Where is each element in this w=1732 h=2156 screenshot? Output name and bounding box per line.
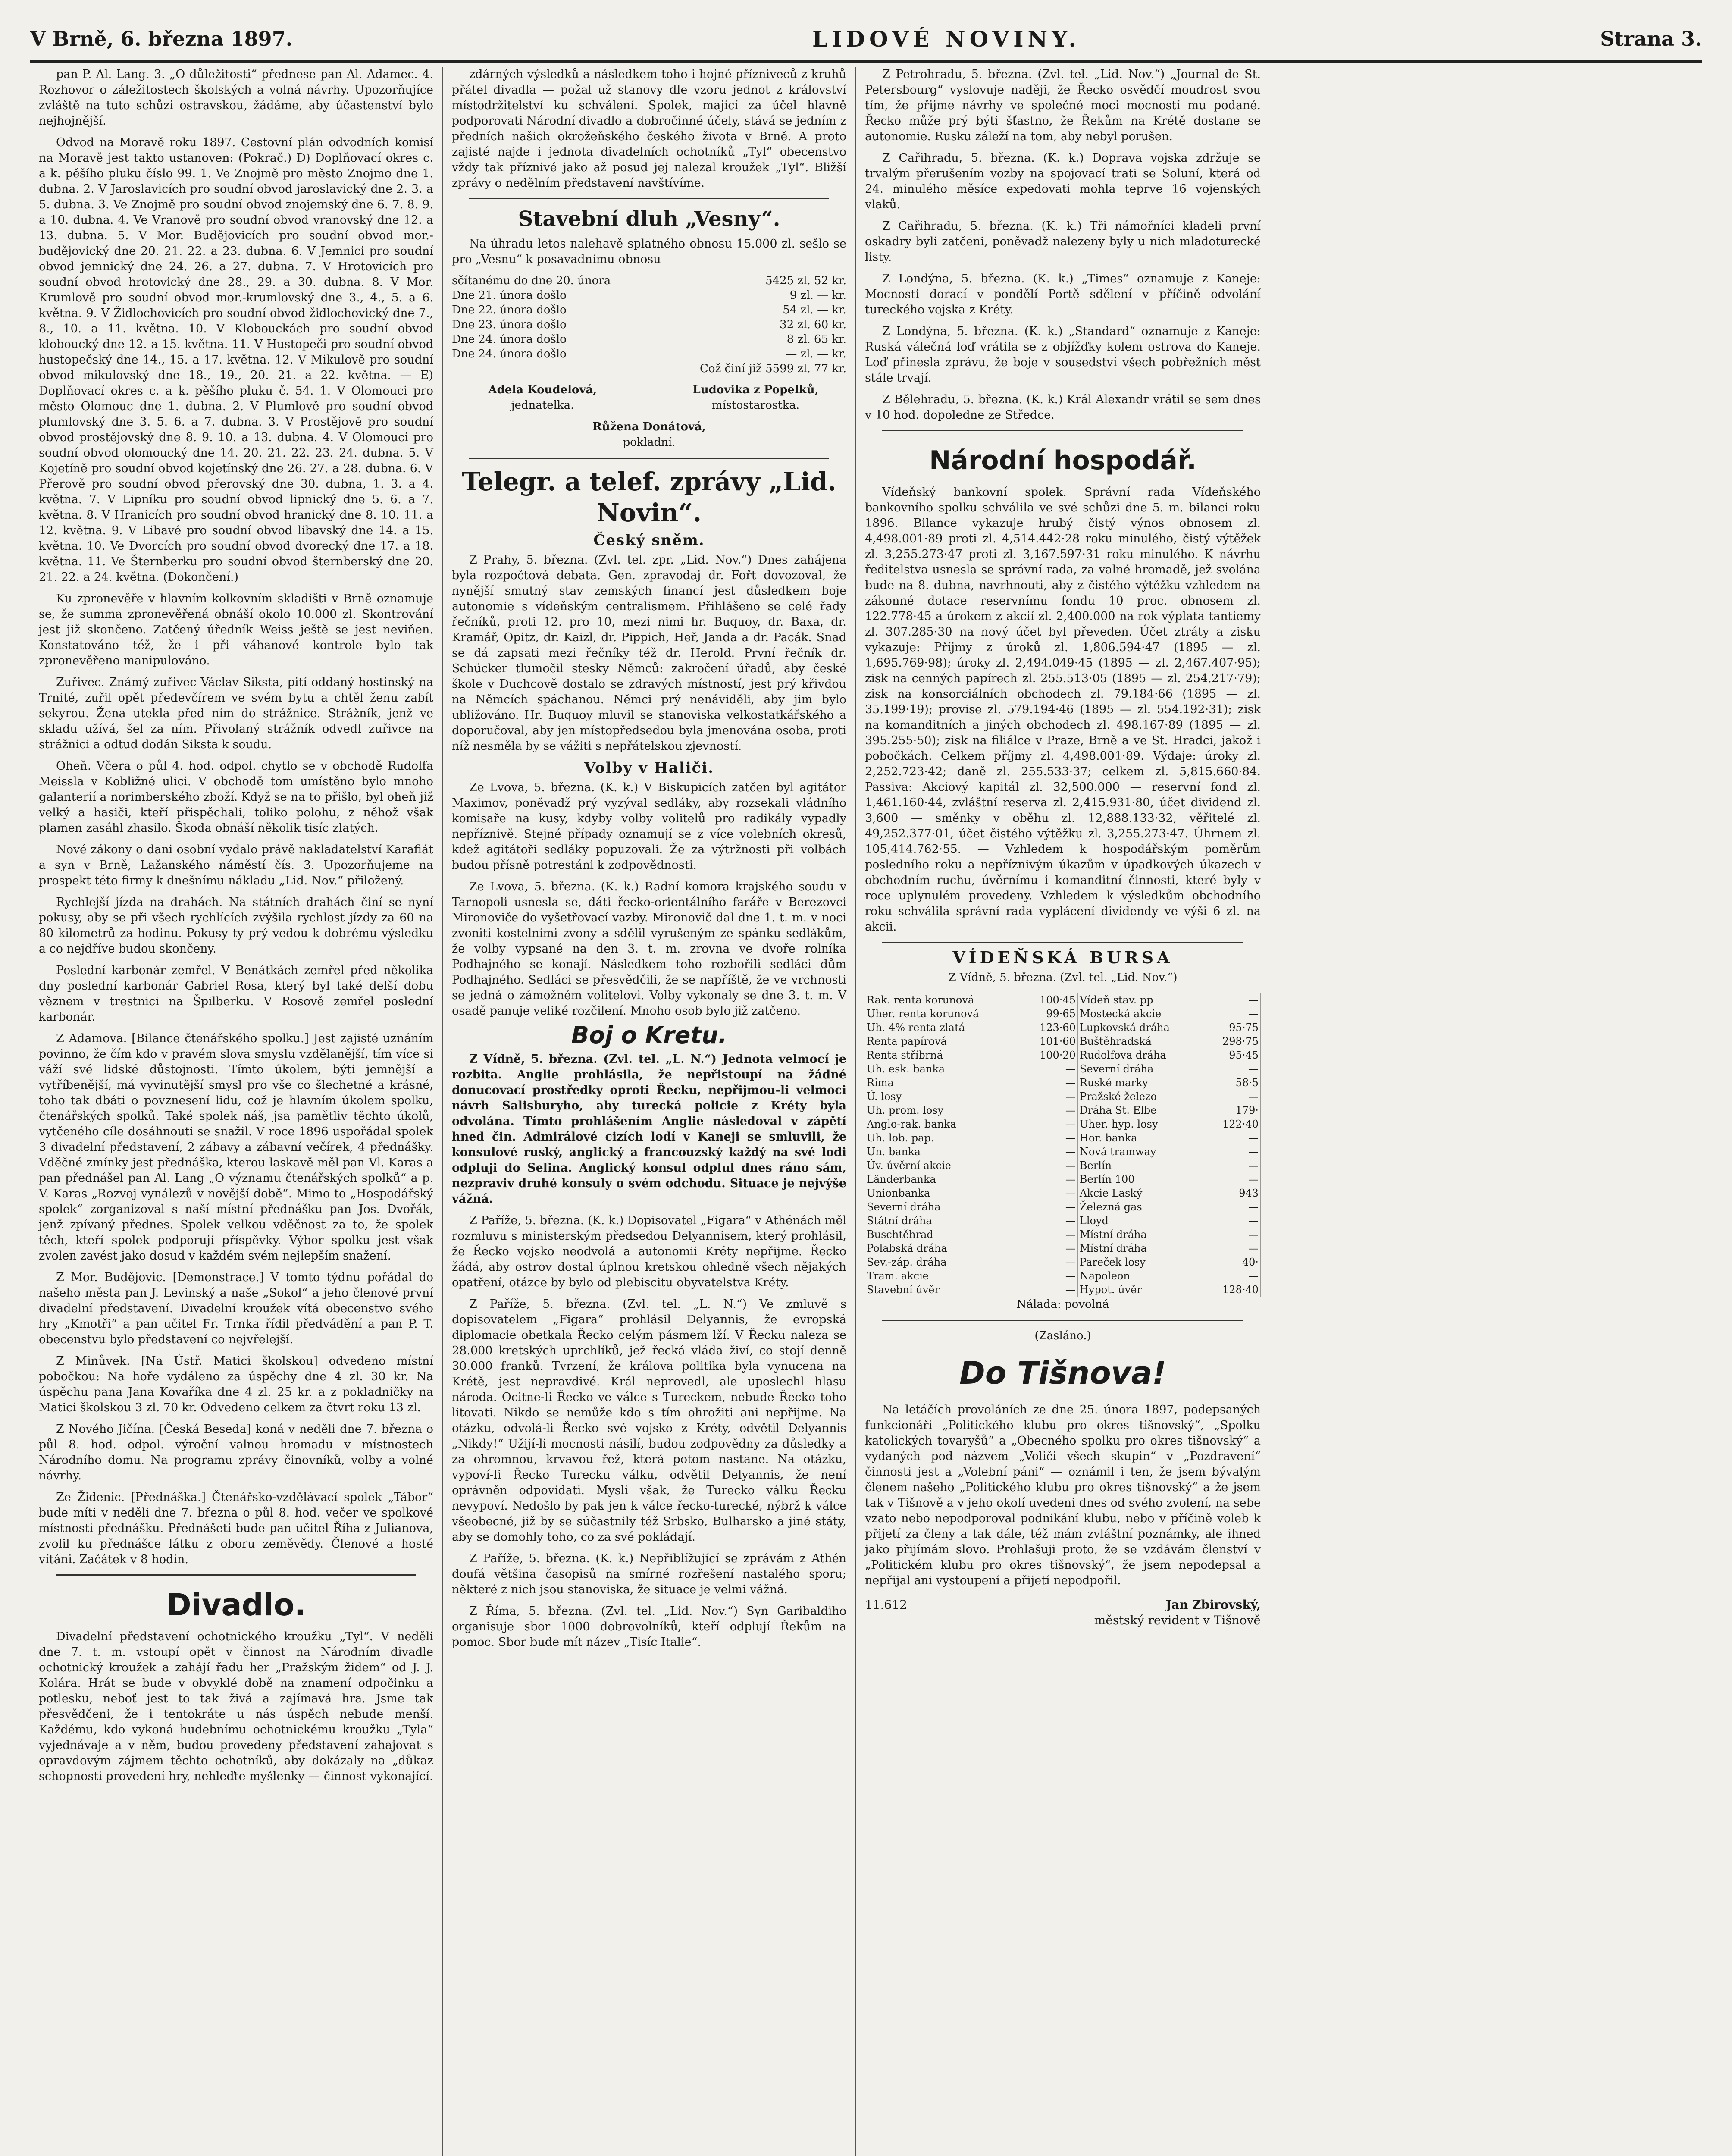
section-title-hospodar: Národní hospodář. xyxy=(929,445,1196,476)
bursa-security-name: Rima xyxy=(865,1076,1023,1090)
article-paragraph: Zuřivec. Známý zuřivec Václav Siksta, pití oddaný hostinský na Trnité, zuřil opět předevčírem ve svém bytu a chtěl ženu zabít sekyrou. Žena utekla před ním do strážnice. Strážník, jenž ve skladu užívá, šel za ním. Přivolaný strážník odvedl zuřivce na strážnici a odtud dodán Siksta k soudu. xyxy=(39,676,433,751)
article-paragraph: Ku zpronevěře v hlavním kolkovním skladišti v Brně oznamuje se, že summa zpronevěřená obnáší okolo 10.000 zl. Skontrování jest již skončeno. Zatčený úředník Weiss ještě se jest neviňen. Konstatováno též, že i při váhanové kontrole bylo tak zpronevěřeno manipulováno. xyxy=(39,592,433,667)
bursa-row xyxy=(865,1214,1261,1228)
zaslano-label: (Zasláno.) xyxy=(1034,1329,1091,1342)
bursa-price: — xyxy=(1023,1062,1078,1076)
bursa-row xyxy=(865,1007,1261,1021)
bursa-price: — xyxy=(1206,1228,1261,1241)
bursa-row xyxy=(865,1186,1261,1200)
bursa-security-name: Uh. prom. losy xyxy=(865,1103,1023,1117)
article-paragraph: Ze Židenic. [Přednáška.] Čtenářsko-vzdělávací spolek „Tábor“ bude míti v neděli dne 7. března o půl 8. hod. večer ve spolkové místnosti přednášku. Přednášeti bude pan učitel Říha z Julianova, zvolil ku přednášce látku z oboru zeměvědy. Členové a hosté vítáni. Začátek v 8 hodin. xyxy=(39,1491,433,1566)
bursa-price: — xyxy=(1206,1090,1261,1103)
bursa-security-name: Místní dráha xyxy=(1077,1241,1206,1255)
donation-row: Dne 21. února došlo 9 zl. — kr. xyxy=(452,289,846,302)
bursa-security-name: Uh. esk. banka xyxy=(865,1062,1023,1076)
bursa-price: 122·40 xyxy=(1206,1117,1261,1131)
header-title: LIDOVÉ NOVINY. xyxy=(812,26,1081,52)
bursa-security-name: Stavební úvěr xyxy=(865,1283,1023,1297)
donation-row: Dne 24. února došlo 8 zl. 65 kr. xyxy=(452,333,846,346)
bursa-price: — xyxy=(1023,1076,1078,1090)
bursa-security-name: Uh. lob. pap. xyxy=(865,1131,1023,1145)
telegram-paragraph: Z Cařihradu, 5. března. (K. k.) Doprava vojska zdržuje se trvalým přerušením vozby na spojovací trati se Soluní, která od 24. minulého měsíce expedovati mohla teprve 16 vojenských vlaků. xyxy=(865,151,1261,211)
article-paragraph: Divadelní představení ochotnického kroužku „Tyl“. V neděli dne 7. t. m. vstoupí opět v činnost na Národním divadle ochotnický kroužek a zahájí řadu her „Pražským židem“ od J. J. Kolára. Hrát se bude v obvyklé době na znamení odpočinku a potlesku, neboť jest to tak živá a zajímavá hra. Jsme tak přesvědčeni, že i tentokráte u nás úspěch nebude menší. Každému, kdo vykoná hudebnímu ochotnickému kroužku „Tyla“ vyjednávaje a v něm, budou provedeny představení zahajovat s opravdovým zájmem těchto ochotníků, aby dokázaly na „důkaz schopnosti provedení hry, nehleďte myšlenky — činnost vykonající. xyxy=(39,1630,433,1783)
bursa-security-name: Napoleon xyxy=(1077,1269,1206,1283)
bursa-row xyxy=(865,1200,1261,1214)
bursa-security-name: Severní dráha xyxy=(1077,1062,1206,1076)
article-paragraph: Z Prahy, 5. března. (Zvl. tel. zpr. „Lid. Nov.“) Dnes zahájena byla rozpočtová debata. Gen. zpravodaj dr. Fořt dovozoval, že nynější smutný stav zemských financí jest důsledkem boje autonomie s vídeňským centralismem. Přihlášeno se celé řady řečníků, proti 12. pro 10, mezi nimi hr. Buquoy, dr. Baxa, dr. Kramář, Opitz, dr. Kaizl, dr. Pippich, Heř, Janda a dr. Pacák. Snad se dá zapsati mezi řečníky též dr. Herold. První řečník dr. Schücker tlumočil stesky Němců: zakročení úřadů, aby české škole v Duchcově dostalo se zdravých místností, jest prý křivdou na Němcích spáchanou. Němci prý nenáviděli, aby jim bylo ubližováno. Hr. Buquoy mluvil se stanoviska velkostatkářského a doporučoval, aby jen místopředsedou byla jmenována osoba, proti níž nesměla by se vážiti s nepřátelskou zjevností. xyxy=(452,553,846,753)
bursa-security-name: Rudolfova dráha xyxy=(1077,1048,1206,1062)
article-paragraph: Z Paříže, 5. března. (K. k.) Nepřiblížující se zprávám z Athén doufá většina časopisů na smírné rozřešení nastalého sporu; některé z nich jsou stanoviska, že situace je velmi vážná. xyxy=(452,1552,846,1596)
article-paragraph: Z Mor. Budějovic. [Demonstrace.] V tomto týdnu pořádal do našeho města pan J. Levinský a naše „Sokol“ a jeho členové první divadelní představení. Divadelní kroužek vítá obecenstvo svého hry „Kmotři“ a pan učitel Fr. Trnka řídil předvádění a pan P. T. obecenstvu bylo představení co nejvřelejší. xyxy=(39,1271,433,1346)
article-paragraph: Rychlejší jízda na drahách. Na státních drahách činí se nyní pokusy, aby se při všech rychlících zvýšila rychlost jízdy za 60 na 80 kilometrů za hodinu. Pokusy ty prý vedou k dobrému výsledku a co nejdříve budou skončeny. xyxy=(39,896,433,956)
section-divider xyxy=(882,1320,1243,1321)
article-paragraph: Z Vídně, 5. března. (Zvl. tel. „L. N.“) Jednota velmocí je rozbita. Anglie prohlásila, že nepřistoupí na žádné donucovací prostředky oproti Řecku, nepřijmou-li velmoci návrh Salisburyho, aby turecká policie z Kréty byla odvolána. Tímto prohlášením Anglie následoval v zápětí hned čin. Admirálové cizích lodí v Kaneji se smluvili, že konsulové ruský, anglický a francouzský každý na své lodi odpluji do Selina. Anglický konsul odplul dnes ráno sám, nezpraviv druhé konsuly o svém odchodu. Situace je nejvýše vážná. xyxy=(452,1053,846,1206)
bursa-security-name: Renta stříbrná xyxy=(865,1048,1023,1062)
columns xyxy=(30,67,1702,2156)
section-divider xyxy=(882,942,1243,943)
bursa-price: — xyxy=(1023,1090,1078,1103)
telegram-paragraph: Z Londýna, 5. března. (K. k.) „Times“ oznamuje z Kaneje: Mocnosti dorací v pondělí Portě sdělení v příčině odvolání tureckého vojska z Kréty. xyxy=(865,272,1261,317)
bursa-security-name: Severní dráha xyxy=(865,1200,1023,1214)
article-paragraph: pan P. Al. Lang. 3. „O důležitosti“ přednese pan Al. Adamec. 4. Rozhovor o záležitostech školských a volná návrhy. Upozorňujíce zvláště na tuto schůzi ostravskou, žádáme, aby účastenství bylo nejhojnější. xyxy=(39,68,433,128)
bursa-row xyxy=(865,1076,1261,1090)
bursa-security-name: Ú. losy xyxy=(865,1090,1023,1103)
section-title-divadlo: Divadlo. xyxy=(166,1587,306,1623)
bursa-security-name: Uher. hyp. losy xyxy=(1077,1117,1206,1131)
article-paragraph: Z Nového Jičína. [Česká Beseda] koná v neděli dne 7. března o půl 8. hod. odpol. výroční valnou hromadu v místnostech Národního domu. Na programu zprávy činovníků, volby a volné návrhy. xyxy=(39,1423,433,1482)
bursa-security-name: Anglo-rak. banka xyxy=(865,1117,1023,1131)
bursa-price: 101·60 xyxy=(1023,1034,1078,1048)
bursa-row xyxy=(865,1269,1261,1283)
bursa-row xyxy=(865,1103,1261,1117)
bursa-security-name: Železná gas xyxy=(1077,1200,1206,1214)
bursa-security-name: Länderbanka xyxy=(865,1172,1023,1186)
bursa-price: — xyxy=(1023,1172,1078,1186)
bursa-security-name: Akcie Laský xyxy=(1077,1186,1206,1200)
article-paragraph: Ze Lvova, 5. března. (K. k.) Radní komora krajského soudu v Tarnopoli usnesla se, dáti řecko-orientálního faráře v Berezovci Mironoviče do vyšetřovací vazby. Mironovič dal dne 1. t. m. v noci zvoniti kostelními zvony a sdělil vyrušeným ze spánku sedlákům, že volby vypsané na den 3. t. m. zrovna ve dvoře rolníka Podhajného se konají. Následkem toho rozbořili sedláci dům Podhajného. Sedláci se přesvědčili, že se napříště, že ve vrchnosti se jedná o zámožném volitelovi. Volby vykonaly se dne 3. t. m. V osadě panuje veliké rozčilení. Mnoho osob bylo již zatčeno. xyxy=(452,880,846,1018)
bursa-row xyxy=(865,1062,1261,1076)
bursa-security-name: Lupkovská dráha xyxy=(1077,1021,1206,1034)
bursa-security-name: Buschtěhrad xyxy=(865,1228,1023,1241)
bursa-security-name: Uh. 4% renta zlatá xyxy=(865,1021,1023,1034)
bursa-price: 179· xyxy=(1206,1103,1261,1117)
bursa-security-name: Místní dráha xyxy=(1077,1228,1206,1241)
article-paragraph: Ze Lvova, 5. března. (K. k.) V Biskupicích zatčen byl agitátor Maximov, poněvadž prý vyzýval sedláky, aby rozsekali vládního komisaře na kusy, kdyby volby volitelů pro radikály vypadly nepříznivě. Stejné případy oznamují se z více volebních okresů, kdež agitátoři sedláky popuzovali. Že za výtržnosti při volbách budou přísně potrestáni k zodpovědnosti. xyxy=(452,781,846,872)
article-paragraph: Z Minůvek. [Na Ústř. Matici školskou] odvedeno místní pobočkou: Na hoře vydáleno za úspěchy dne 4 zl. 30 kr. Na úspěchu pana Jana Kovaříka dne 4 zl. 25 kr. a z pokladničky na Matici školskou 3 zl. 70 kr. Odvedeno celkem za čtvrt roku 13 zl. xyxy=(39,1354,433,1414)
subsection-title-snem: Český sněm. xyxy=(593,532,705,549)
section-divider xyxy=(56,1574,416,1576)
bursa-security-name: Nová tramway xyxy=(1077,1145,1206,1159)
bursa-price: — xyxy=(1206,1131,1261,1145)
bursa-price: — xyxy=(1023,1269,1078,1283)
bursa-note: Nálada: povolná xyxy=(1016,1298,1109,1311)
bursa-table xyxy=(865,993,1261,1297)
article-paragraph: zdárných výsledků a následkem toho i hojné přízniveců z kruhů přátel divadla — požal už stanovy dle vzoru jednot z království místodržitelství ku schválení. Spolek, mající za účel hlavně podporovati Národní divadlo a dobročinné účely, stává se jedním z předních našich okrožeňského českého života v Brně. A proto zajisté najde i jednota divadelních ochotníků „Tyl“ obecenstvo vždy tak příznivé jako až posud jej nalezal kroužek „Tyl“. Bližší zprávy o nedělním představení navštívíme. xyxy=(452,68,846,190)
bursa-price: — xyxy=(1023,1255,1078,1269)
column-2 xyxy=(443,67,856,2156)
bursa-security-name: Mostecká akcie xyxy=(1077,1007,1206,1021)
bursa-price: — xyxy=(1206,1159,1261,1172)
bursa-security-name: Unionbanka xyxy=(865,1186,1023,1200)
header-page-number: Strana 3. xyxy=(1600,27,1702,50)
bursa-security-name: Sev.-záp. dráha xyxy=(865,1255,1023,1269)
article-paragraph: Oheň. Včera o půl 4. hod. odpol. chytlo se v obchodě Rudolfa Meissla v Kobližné ulici. V obchodě tom umístěno bylo mnoho galanterií a norimberského zboží. Když se na to přišlo, byl oheň již velký a hasiči, kteří přispěchali, toliko polohu, z něhož však plamen zasáhl zhasilo. Škoda obnáší několik tisíc zlatých. xyxy=(39,759,433,835)
bursa-row xyxy=(865,1048,1261,1062)
bursa-price: — xyxy=(1023,1228,1078,1241)
bursa-row xyxy=(865,1228,1261,1241)
page-header xyxy=(30,17,1702,63)
section-divider xyxy=(469,458,829,459)
bursa-price: — xyxy=(1206,1062,1261,1076)
donation-total: Což činí již 5599 zl. 77 kr. xyxy=(700,362,846,375)
bursa-security-name: Pražské železo xyxy=(1077,1090,1206,1103)
bursa-price: — xyxy=(1023,1131,1078,1145)
article-paragraph: Odvod na Moravě roku 1897. Cestovní plán odvodních komisí na Moravě jest takto ustanoven: (Pokrač.) D) Doplňovací okres c. a k. pěšího pluku číslo 99. 1. Ve Znojmě pro město Znojmo dne 1. dubna. 2. V Jaroslavicích pro soudní obvod jaroslavický dne 2. 3. a 5. dubna. 3. Ve Znojmě pro soudní obvod znojemský dne 6. 7. 8. 9. a 10. dubna. 4. Ve Vranově pro soudní obvod vranovský dne 12. a 13. dubna. 5. V Mor. Budějovicích pro soudní obvod mor.-budějovický dne 20. 21. 22. a 23. dubna. 6. V Jemnici pro soudní obvod jemnický dne 24. 26. a 27. dubna. 7. V Hrotovicích pro soudní obvod hrotovický dne 28., 29. a 30. dubna. 8. V Mor. Krumlově pro soudní obvod mor.-krumlovský dne 3., 4., 5. a 6. května. 9. V Židlochovicích pro soudní obvod židlochovický dne 7., 8., 10. a 11. května. 10. V Klobouckách pro soudní obvod kloboucký dne 12. a 15. května. 11. V Hustopeči pro soudní obvod hustopečský dne 14., 15. a 17. května. 12. V Mikulově pro soudní obvod mikulovský dne 18., 19., 20. 21. a 22. května. — E) Doplňovací okres c. a k. pěšího pluku č. 54. 1. V Olomouci pro město Olomouc dne 1. dubna. 2. V Plumlově pro soudní obvod plumlovský dne 3. 5. 6. a 7. dubna. 3. V Prostějově pro soudní obvod prostějovský dne 8. 9. 10. a 13. dubna. 4. V Olomouci pro soudní obvod olomoucký dne 14. 20. 21. 22. 23. 24. dubna. 5. V Kojetíně pro soudní obvod kojetínský dne 26. 27. a 28. dubna. 6. V Přerově pro soudní obvod přerovský dne 30. dubna, 1. 3. a 4. května. 7. V Lipníku pro soudní obvod lipnický dne 5. 6. a 7. května. 8. V Hranicích pro soudní obvod hranický dne 8. 10. 11. a 12. května. 9. V Libavé pro soudní obvod libavský dne 14. a 15. května. 10. Ve Dvorcích pro soudní obvod dvorecký dne 17. a 18. května. 11. Ve Šternberku pro soudní obvod šternberský dne 20. 21. 22. a 24. května. (Dokončení.) xyxy=(39,136,433,584)
bursa-security-name: Hor. banka xyxy=(1077,1131,1206,1145)
bursa-price: — xyxy=(1206,1007,1261,1021)
bursa-row xyxy=(865,1131,1261,1145)
subsection-title-volby: Volby v Haliči. xyxy=(584,759,714,777)
bursa-price: 943 xyxy=(1206,1186,1261,1200)
bursa-price: — xyxy=(1206,1200,1261,1214)
bursa-price: — xyxy=(1023,1117,1078,1131)
bursa-security-name: Renta papírová xyxy=(865,1034,1023,1048)
bursa-price: 128·40 xyxy=(1206,1283,1261,1297)
signature: Adela Koudelová, jednatelka. xyxy=(488,383,597,412)
bursa-security-name: Berlín 100 xyxy=(1077,1172,1206,1186)
bursa-price: — xyxy=(1206,1145,1261,1159)
article-paragraph: Poslední karbonár zemřel. V Benátkách zemřel před několika dny poslední karbonár Gabriel Rosa, který byl také delší dobu věznem v trestnici na Špilberku. V Rosově zemřel poslední karbonár. xyxy=(39,964,433,1024)
bursa-price: — xyxy=(1023,1159,1078,1172)
bursa-row xyxy=(865,1034,1261,1048)
bursa-security-name: Un. banka xyxy=(865,1145,1023,1159)
bursa-price: — xyxy=(1206,993,1261,1007)
bursa-price: — xyxy=(1023,1214,1078,1228)
column-3 xyxy=(856,67,1269,2156)
article-paragraph: Z Adamova. [Bilance čtenářského spolku.] Jest zajisté uznáním povinno, že čím kdo v pravém slova smyslu vzdělanější, tím více si váží své lidské důstojnosti. Tímto úkolem, býti jemnější a vytříbenější, má vyvinutější smysl pro vše co šlechetné a krásné, toho tak dbáti o povznesení lidu, což je hlavním úkolem spolku, čtenářských spolků. Také spolek náš, jsa pamětliv těchto úkolů, vytčeného cíle dosáhnouti se snažil. V roce 1896 uspořádal spolek 3 divadelní představení, 2 zábavy a zábavní večírek, 4 přednášky. Vděčné zmínky jest přednáška, kterou laskavě měl pan Vl. Karas a pan přednášel pan Al. Lang „O významu čtenářských spolků“ a p. V. Karas „Rozvoj vynálezů v novější době“. Mimo to „Hospodářský spolek“ zorganizoval s naší místní přednášku pan Jos. Dvořák, jenž zpívaný přednes. Spolek velkou vděčnost za to, že spolek těch, kteří spolek podporují příspěvky. Výbor spolku jest však zvolen zavést jako dosud v každém svém nejlepším snažení. xyxy=(39,1032,433,1263)
bursa-price: — xyxy=(1206,1241,1261,1255)
telegram-paragraph: Z Bělehradu, 5. března. (K. k.) Král Alexandr vrátil se sem dnes v 10 hod. dopoledne ze Středce. xyxy=(865,393,1261,422)
bursa-security-name: Ruské marky xyxy=(1077,1076,1206,1090)
bursa-price: — xyxy=(1206,1172,1261,1186)
bursa-row xyxy=(865,1159,1261,1172)
bursa-security-name: Buštěhradská xyxy=(1077,1034,1206,1048)
bursa-security-name: Hypot. úvěr xyxy=(1077,1283,1206,1297)
bursa-security-name: Tram. akcie xyxy=(865,1269,1023,1283)
article-paragraph: Na úhradu letos nalehavě splatného obnosu 15.000 zl. sešlo se pro „Vesnu“ k posavadnímu obnosu xyxy=(452,237,846,266)
bursa-price: 99·65 xyxy=(1023,1007,1078,1021)
tisnov-signature-row xyxy=(865,1597,1261,1628)
vesna-donations xyxy=(452,273,846,376)
signature: Růžena Donátová, pokladní. xyxy=(592,420,706,449)
bursa-row xyxy=(865,1021,1261,1034)
section-divider xyxy=(469,198,829,199)
bursa-price: 95·45 xyxy=(1206,1048,1261,1062)
section-title-telegrams: Telegr. a telef. zprávy „Lid. Novin“. xyxy=(462,467,836,527)
bursa-row xyxy=(865,993,1261,1007)
bursa-row xyxy=(865,1283,1261,1297)
section-title-tisnov: Do Tišnova! xyxy=(959,1355,1167,1391)
bursa-row xyxy=(865,1255,1261,1269)
article-paragraph: Na letáčích provoláních ze dne 25. února 1897, podepsaných funkcionáři „Politického klubu pro okres tišnovský“, „Spolku katolických tovaryšů“ a „Obecného spolku pro okres tišnovský“ a vydaných pod názvem „Voliči všech skupin“ v „Pozdravení“ činnosti jest a „Volební páni“ — oznámil i ten, že jsem bývalým členem našeho „Politického klubu pro okres tišnovský“ a že jsem tak v Tišnově a v jeho okolí uvedeni dnes od svého zvolení, na sebe vzato nebo nepodporoval podnikání klubu, nebo v příčině voleb k přijetí za členy a tak dále, též mám zvláštní poznámky, ale ihned jako přijímám slovo. Prohlašuji proto, že se vzdávám členství v „Politickém klubu pro okres tišnovský“, že jsem nepodepsal a nepřijal ani vystoupení a přijetí nepodpořil. xyxy=(865,1403,1261,1587)
bursa-security-name: Uher. renta korunová xyxy=(865,1007,1023,1021)
article-paragraph: Z Říma, 5. března. (Zvl. tel. „Lid. Nov.“) Syn Garibaldiho organisuje sbor 1000 dobrovolníků, kteří odplují Řekům na pomoc. Sbor bude mít název „Tisíc Italie“. xyxy=(452,1604,846,1649)
article-paragraph: Vídeňský bankovní spolek. Správní rada Vídeňského bankovního spolku schválila ve své schůzi dne 5. m. bilanci roku 1896. Bilance vykazuje hrubý čistý výnos obnosem zl. 4,498.001·89 proti zl. 4,514.442·28 roku minulého, čistý výtěžek zl. 3,255.273·47 proti zl. 3,167.597·31 roku minulého. K návrhu ředitelstva usnesla se správní rada, za valné hromadě, jež svolána bude na 8. dubna, navrhnouti, aby z čistého výtěžku vzhledem na zákonné dotace reservnímu fondu 10 proc. obnosem zl. 122.778·45 a úrokem z akcií zl. 2,400.000 na rok výplata tantiemy zl. 307.285·30 na nový účet byl převeden. Účet ztráty a zisku vykazuje: Příjmy z úroků zl. 1,806.594·47 (1895 — zl. 1,695.769·98); úroky zl. 2,494.049·45 (1895 — zl. 2,467.407·95); zisk na cenných papírech zl. 255.513·05 (1895 — zl. 254.217·79); zisk na konsorciálních obchodech zl. 79.184·66 (1895 — zl. 35.199·19); provise zl. 579.194·46 (1895 — zl. 554.192·31); zisk na komanditních a jiných obchodech zl. 498.167·89 (1895 — zl. 395.255·50); zisk na filiálce v Praze, Brně a ve St. Hradci, jakož i pobočkách. Celkem příjmy zl. 4,498.001·89. Výdaje: úroky zl. 2,252.723·42; daně zl. 255.533·37; celkem zl. 5,815.660·84. Passiva: Akciový kapitál zl. 32,500.000 — reservní fond zl. 1,461.160·44, zvláštní reserva zl. 2,415.931·80, účet dividend zl. 3,600 — směnky v oběhu zl. 12,888.133·32, věřitelé zl. 49,252.377·01, účet čistého výtěžku zl. 3,255.273·47. Úhrnem zl. 105,414.762·55. — Vzhledem k hospodářským poměrům posledního roku a nepříznivým úkazům v úpadkových úkazech v obchodním ruchu, úvěrnímu i komanditní činnosti, které byly v roce uplynulém provedeny. Vzhledem k výsledkům obchodního roku schválila správní rada vyplácení dividendy ve výši 6 zl. na akcii. xyxy=(865,486,1261,934)
subsection-title-kreta: Boj o Kretu. xyxy=(571,1022,727,1049)
bursa-price: — xyxy=(1023,1283,1078,1297)
bursa-security-name: Úv. úvěrní akcie xyxy=(865,1159,1023,1172)
bursa-row xyxy=(865,1090,1261,1103)
bursa-price: — xyxy=(1023,1145,1078,1159)
signature: Jan Zbirovský, městský revident v Tišnově xyxy=(1094,1598,1261,1627)
telegram-paragraph: Z Cařihradu, 5. března. (K. k.) Tři námořníci kladeli první oskadry byli zatčeni, poněvadž nalezeny byly u nich mladoturecké listy. xyxy=(865,219,1261,264)
bursa-subtitle: Z Vídně, 5. března. (Zvl. tel. „Lid. Nov.“) xyxy=(948,971,1178,984)
donation-row: Dne 22. února došlo 54 zl. — kr. xyxy=(452,304,846,317)
bursa-security-name: Berlín xyxy=(1077,1159,1206,1172)
donation-row: sčítanému do dne 20. února 5425 zl. 52 kr. xyxy=(452,274,846,287)
bursa-row xyxy=(865,1241,1261,1255)
header-date: V Brně, 6. března 1897. xyxy=(30,27,293,50)
bursa-title: VÍDEŇSKÁ BURSA xyxy=(952,948,1173,967)
article-paragraph: Z Paříže, 5. března. (Zvl. tel. „L. N.“) Ve zmluvě s dopisovatelem „Figara“ prohlásil Delyannis, že evropská diplomacie obetkala Řecko celým pásmem lží. V Řecku naleza se 28.000 kretských uprchlíků, jež řecká vláda živí, co stojí denně 30.000 franků. Tvrzení, že králova politika byla vynucena na Krétě, jest nepravdivé. Král neprovedl, ale uposlechl hlasu národa. Ocitne-li Řecko ve válce s Tureckem, nebude Řecko toho litovati. Nikdo se nemůže kdo s tím ohrožiti ani nepřijme. Na otázku, odvolá-li Řecko své vojsko z Kréty, odvětil Delyannis „Nikdy!“ Užijí-li mocnosti násilí, budou zodpovědny za důsledky a za ohromnou, krvavou řež, která potom nastane. Na otázku, vypoví-li Řecko Turecku válku, odvětil Delyannis, že není oprávněn odpovídati. Mysli však, že Turecko válku Řecku nevypoví. Nedošlo by pak jen k válce řecko-turecké, nýbrž k válce všeobecné, již by se súčastnily též Srbsko, Bulharsko a jiné státy, aby se domohly toho, co za své pokládají. xyxy=(452,1297,846,1544)
bursa-price: — xyxy=(1023,1186,1078,1200)
bursa-price: 95·75 xyxy=(1206,1021,1261,1034)
bursa-row xyxy=(865,1145,1261,1159)
bursa-price: — xyxy=(1023,1200,1078,1214)
bursa-security-name: Dráha St. Elbe xyxy=(1077,1103,1206,1117)
bursa-security-name: Státní dráha xyxy=(865,1214,1023,1228)
article-paragraph: Nové zákony o dani osobní vydalo právě nakladatelství Karafiát a syn v Brně, Lažanského náměstí čís. 3. Upozorňujeme na prospekt této firmy k dnešnímu nákladu „Lid. Nov.“ přiložený. xyxy=(39,843,433,887)
donation-row: Dne 23. února došlo 32 zl. 60 kr. xyxy=(452,318,846,331)
bursa-price: — xyxy=(1023,1241,1078,1255)
vesna-signatures xyxy=(452,382,846,413)
bursa-security-name: Polabská dráha xyxy=(865,1241,1023,1255)
bursa-price: 298·75 xyxy=(1206,1034,1261,1048)
bursa-price: 123·60 xyxy=(1023,1021,1078,1034)
bursa-price: 100·20 xyxy=(1023,1048,1078,1062)
bursa-row xyxy=(865,1172,1261,1186)
bursa-price: — xyxy=(1206,1214,1261,1228)
section-divider xyxy=(882,430,1243,431)
bursa-security-name: Vídeň stav. pp xyxy=(1077,993,1206,1007)
bursa-price: 58·5 xyxy=(1206,1076,1261,1090)
telegram-paragraph: Z Petrohradu, 5. března. (Zvl. tel. „Lid. Nov.“) „Journal de St. Petersbourg“ vyslovuje naději, že Řecko osvědčí moudrost svou tím, že přijme návrhy ve společné moci mocností mu podané. Řecko může prý býti šťastno, že Řekům na Krétě dostane se autonomie. Rusku záleží na tom, aby nebyl porušen. xyxy=(865,68,1261,143)
section-title-vesna: Stavební dluh „Vesny“. xyxy=(518,207,780,231)
bursa-security-name: Lloyd xyxy=(1077,1214,1206,1228)
column-1 xyxy=(30,67,443,2156)
bursa-security-name: Pareček losy xyxy=(1077,1255,1206,1269)
article-paragraph: Z Paříže, 5. března. (K. k.) Dopisovatel „Figara“ v Athénách měl rozmluvu s ministerským předsedou Delyannisem, který prohlásil, že Řecko vojsko neodvolá a autonomii Kréty nepřijme. Řecko žádá, aby ostrov dostal úplnou kretskou ohledně všech nějakých opatření, otázce by bylo od plebiscitu obyvatelstva Kréty. xyxy=(452,1214,846,1289)
bursa-price: — xyxy=(1206,1269,1261,1283)
bursa-price: 40· xyxy=(1206,1255,1261,1269)
bursa-price: 100·45 xyxy=(1023,993,1078,1007)
bursa-price: — xyxy=(1023,1103,1078,1117)
signature: Ludovika z Popelků, místostarostka. xyxy=(692,383,819,412)
reference-number: 11.612 xyxy=(865,1598,907,1612)
newspaper-page xyxy=(30,17,1702,2156)
telegram-paragraph: Z Londýna, 5. března. (K. k.) „Standard“ oznamuje z Kaneje: Ruská válečná loď vrátila se z objížďky kolem ostrova do Kaneje. Loď přinesla zprávu, že boje v sousedství všech pobřežních měst stále trvají. xyxy=(865,325,1261,385)
donation-row: Dne 24. února došlo — zl. — kr. xyxy=(452,348,846,360)
bursa-row xyxy=(865,1117,1261,1131)
bursa-security-name: Rak. renta korunová xyxy=(865,993,1023,1007)
